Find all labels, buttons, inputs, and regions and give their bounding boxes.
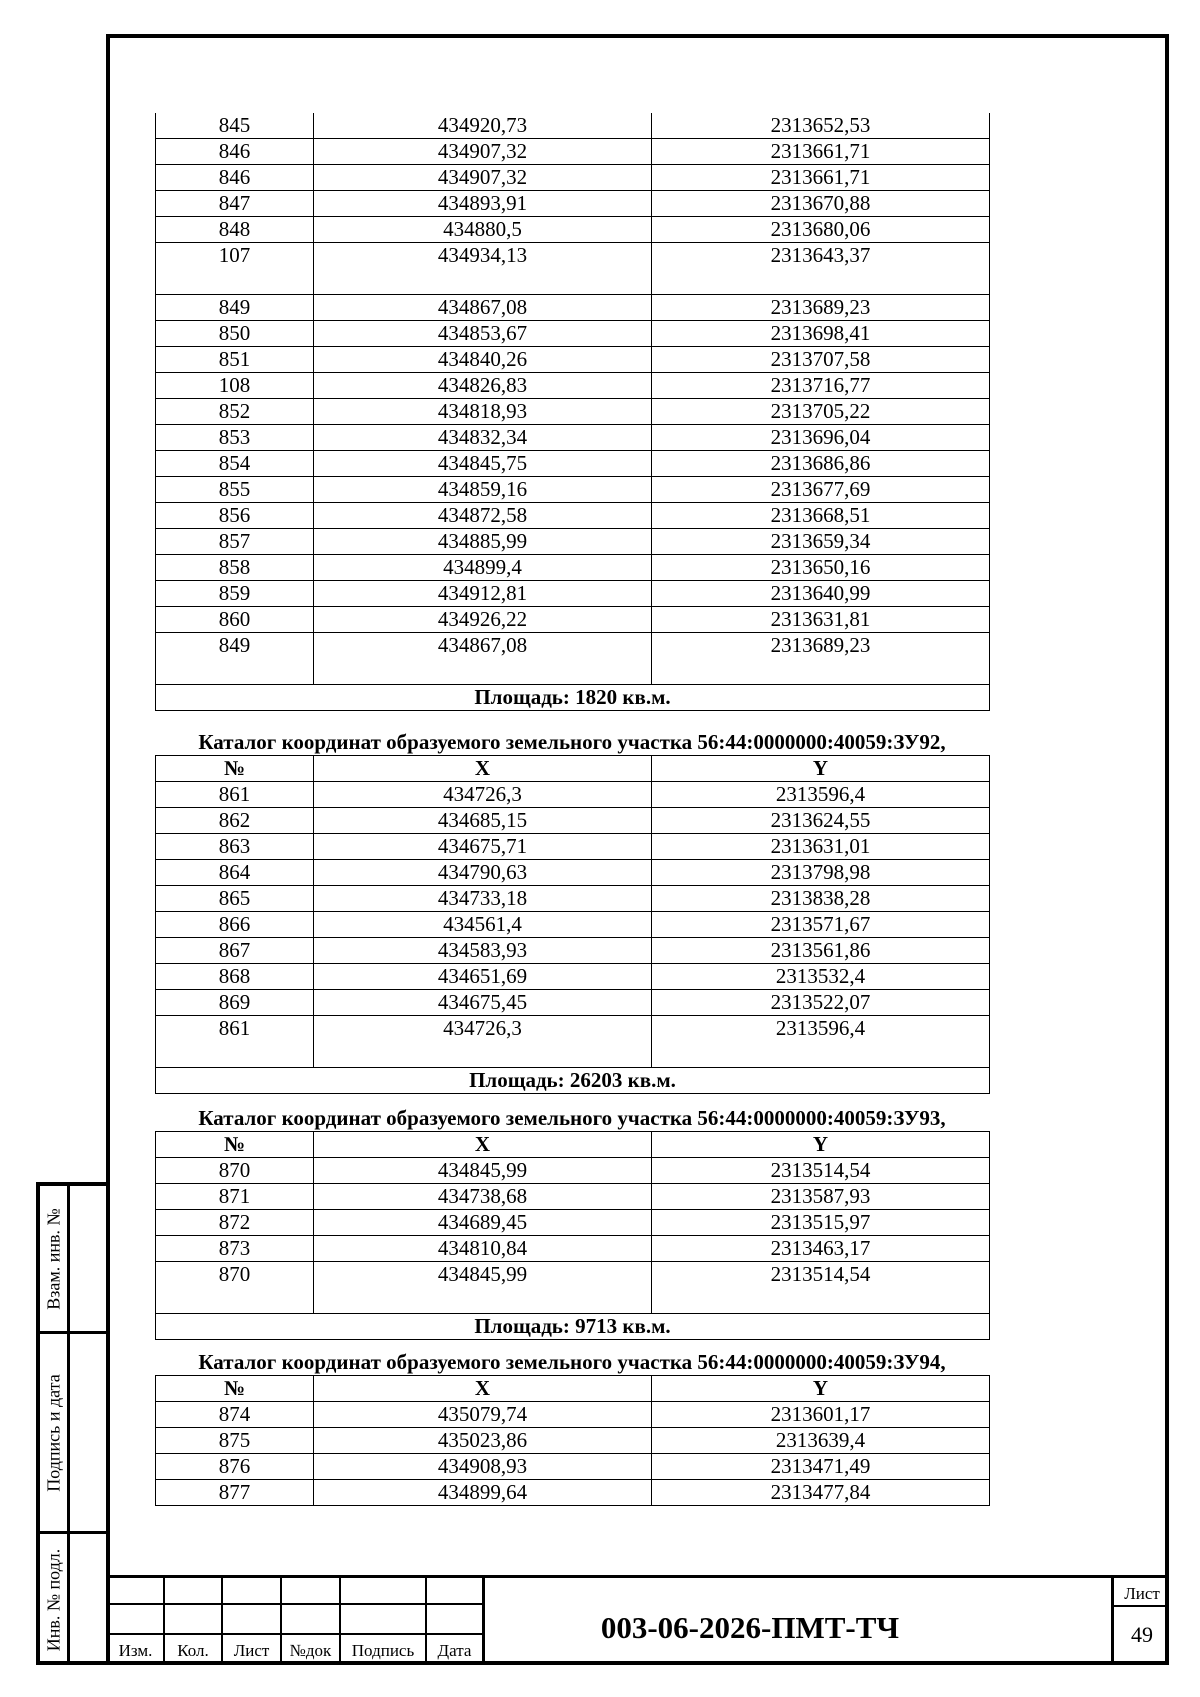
table-row xyxy=(156,139,990,165)
y-coordinate-cell: 2313532,4 xyxy=(652,964,990,990)
point-number-cell: 864 xyxy=(156,860,314,886)
x-coordinate-cell: 434934,13 xyxy=(314,243,652,295)
point-number-cell: 856 xyxy=(156,503,314,529)
table-row xyxy=(156,912,990,938)
x-coordinate-cell: 434726,3 xyxy=(314,1016,652,1068)
point-number-cell: 860 xyxy=(156,607,314,633)
table-header-row xyxy=(156,1132,990,1158)
point-number-cell: 874 xyxy=(156,1402,314,1428)
point-number-cell: 868 xyxy=(156,964,314,990)
y-coordinate-cell: 2313661,71 xyxy=(652,165,990,191)
table-row xyxy=(156,607,990,633)
point-number-cell: 862 xyxy=(156,808,314,834)
x-coordinate-cell: 434893,91 xyxy=(314,191,652,217)
y-coordinate-cell: 2313670,88 xyxy=(652,191,990,217)
stamp-col-list: Лист xyxy=(233,1641,270,1660)
area-row xyxy=(156,1314,990,1340)
table-row xyxy=(156,1236,990,1262)
x-coordinate-cell: 434908,93 xyxy=(314,1454,652,1480)
catalog-caption-zu93: Каталог координат образуемого земельного участка 56:44:0000000:40059:ЗУ93, xyxy=(198,1106,946,1130)
table-row xyxy=(156,347,990,373)
coordinates-table-zu93 xyxy=(155,1131,990,1340)
point-number-cell: 869 xyxy=(156,990,314,1016)
point-number-cell: 859 xyxy=(156,581,314,607)
y-coordinate-cell: 2313686,86 xyxy=(652,451,990,477)
x-coordinate-cell: 434899,64 xyxy=(314,1480,652,1506)
table-row xyxy=(156,1262,990,1314)
y-coordinate-cell: 2313668,51 xyxy=(652,503,990,529)
table-row xyxy=(156,529,990,555)
y-coordinate-cell: 2313680,06 xyxy=(652,217,990,243)
document-code: 003-06-2026-ПМТ-ТЧ xyxy=(600,1610,900,1645)
table-row xyxy=(156,425,990,451)
x-coordinate-cell: 434912,81 xyxy=(314,581,652,607)
x-coordinate-cell: 434880,5 xyxy=(314,217,652,243)
table-row xyxy=(156,633,990,685)
point-number-cell: 875 xyxy=(156,1428,314,1454)
point-number-cell: 851 xyxy=(156,347,314,373)
side-cell-signature xyxy=(40,1334,106,1534)
table-row xyxy=(156,165,990,191)
area-row xyxy=(156,1068,990,1094)
table-row xyxy=(156,1402,990,1428)
coordinates-table-continued xyxy=(155,113,990,711)
table-row xyxy=(156,1184,990,1210)
table-row xyxy=(156,1480,990,1506)
table-row xyxy=(156,321,990,347)
y-coordinate-cell: 2313514,54 xyxy=(652,1262,990,1314)
x-coordinate-cell: 434845,75 xyxy=(314,451,652,477)
point-number-cell: 871 xyxy=(156,1184,314,1210)
table-header-row xyxy=(156,756,990,782)
y-coordinate-cell: 2313659,34 xyxy=(652,529,990,555)
y-coordinate-cell: 2313650,16 xyxy=(652,555,990,581)
table-row xyxy=(156,1428,990,1454)
point-number-cell: 866 xyxy=(156,912,314,938)
y-coordinate-cell: 2313596,4 xyxy=(652,782,990,808)
y-coordinate-cell: 2313463,17 xyxy=(652,1236,990,1262)
catalog-caption-zu94: Каталог координат образуемого земельного участка 56:44:0000000:40059:ЗУ94, xyxy=(198,1350,946,1374)
x-coordinate-cell: 434790,63 xyxy=(314,860,652,886)
x-coordinate-cell: 434899,4 xyxy=(314,555,652,581)
x-coordinate-cell: 434845,99 xyxy=(314,1158,652,1184)
stamp-col-kol: Кол. xyxy=(177,1641,209,1660)
x-coordinate-cell: 434859,16 xyxy=(314,477,652,503)
y-coordinate-cell: 2313838,28 xyxy=(652,886,990,912)
point-number-cell: 850 xyxy=(156,321,314,347)
y-coordinate-cell: 2313522,07 xyxy=(652,990,990,1016)
table-row xyxy=(156,191,990,217)
table-row xyxy=(156,860,990,886)
table-row xyxy=(156,113,990,139)
y-coordinate-cell: 2313640,99 xyxy=(652,581,990,607)
table-row xyxy=(156,1210,990,1236)
x-coordinate-cell: 434675,71 xyxy=(314,834,652,860)
column-header: № xyxy=(156,756,314,782)
x-coordinate-cell: 434885,99 xyxy=(314,529,652,555)
x-coordinate-cell: 434583,93 xyxy=(314,938,652,964)
point-number-cell: 876 xyxy=(156,1454,314,1480)
table-row xyxy=(156,399,990,425)
x-coordinate-cell: 434561,4 xyxy=(314,912,652,938)
point-number-cell: 870 xyxy=(156,1262,314,1314)
y-coordinate-cell: 2313631,01 xyxy=(652,834,990,860)
area-total: Площадь: 9713 кв.м. xyxy=(156,1314,990,1340)
table-header-row xyxy=(156,1376,990,1402)
y-coordinate-cell: 2313514,54 xyxy=(652,1158,990,1184)
x-coordinate-cell: 434920,73 xyxy=(314,113,652,139)
side-label-replacement: Взам. инв. № xyxy=(43,1207,63,1310)
y-coordinate-cell: 2313477,84 xyxy=(652,1480,990,1506)
y-coordinate-cell: 2313661,71 xyxy=(652,139,990,165)
stamp-col-izm: Изм. xyxy=(118,1641,153,1660)
point-number-cell: 867 xyxy=(156,938,314,964)
area-total: Площадь: 1820 кв.м. xyxy=(156,685,990,711)
x-coordinate-cell: 434853,67 xyxy=(314,321,652,347)
table-row xyxy=(156,782,990,808)
x-coordinate-cell: 434733,18 xyxy=(314,886,652,912)
x-coordinate-cell: 434832,34 xyxy=(314,425,652,451)
y-coordinate-cell: 2313561,86 xyxy=(652,938,990,964)
x-coordinate-cell: 434872,58 xyxy=(314,503,652,529)
table-row xyxy=(156,295,990,321)
x-coordinate-cell: 434689,45 xyxy=(314,1210,652,1236)
y-coordinate-cell: 2313624,55 xyxy=(652,808,990,834)
catalog-caption-zu92: Каталог координат образуемого земельного участка 56:44:0000000:40059:ЗУ92, xyxy=(198,730,946,754)
point-number-cell: 877 xyxy=(156,1480,314,1506)
table-row xyxy=(156,808,990,834)
y-coordinate-cell: 2313639,4 xyxy=(652,1428,990,1454)
point-number-cell: 847 xyxy=(156,191,314,217)
table-row xyxy=(156,938,990,964)
x-coordinate-cell: 435079,74 xyxy=(314,1402,652,1428)
x-coordinate-cell: 434826,83 xyxy=(314,373,652,399)
side-cell-original xyxy=(40,1534,106,1665)
x-coordinate-cell: 434651,69 xyxy=(314,964,652,990)
y-coordinate-cell: 2313596,4 xyxy=(652,1016,990,1068)
column-header: X xyxy=(314,1376,652,1402)
point-number-cell: 870 xyxy=(156,1158,314,1184)
point-number-cell: 846 xyxy=(156,139,314,165)
point-number-cell: 857 xyxy=(156,529,314,555)
stamp-col-date: Дата xyxy=(437,1641,472,1660)
column-header: Y xyxy=(652,756,990,782)
column-header: Y xyxy=(652,1376,990,1402)
table-row xyxy=(156,451,990,477)
table-row xyxy=(156,1016,990,1068)
y-coordinate-cell: 2313716,77 xyxy=(652,373,990,399)
y-coordinate-cell: 2313677,69 xyxy=(652,477,990,503)
column-header: X xyxy=(314,756,652,782)
stamp-col-signature: Подпись xyxy=(351,1641,415,1660)
table-row xyxy=(156,373,990,399)
y-coordinate-cell: 2313652,53 xyxy=(652,113,990,139)
y-coordinate-cell: 2313643,37 xyxy=(652,243,990,295)
y-coordinate-cell: 2313798,98 xyxy=(652,860,990,886)
y-coordinate-cell: 2313631,81 xyxy=(652,607,990,633)
x-coordinate-cell: 434685,15 xyxy=(314,808,652,834)
y-coordinate-cell: 2313689,23 xyxy=(652,633,990,685)
x-coordinate-cell: 434907,32 xyxy=(314,165,652,191)
column-header: Y xyxy=(652,1132,990,1158)
point-number-cell: 849 xyxy=(156,295,314,321)
x-coordinate-cell: 434675,45 xyxy=(314,990,652,1016)
table-row xyxy=(156,555,990,581)
table-row xyxy=(156,990,990,1016)
table-row xyxy=(156,503,990,529)
point-number-cell: 863 xyxy=(156,834,314,860)
point-number-cell: 849 xyxy=(156,633,314,685)
column-header: № xyxy=(156,1132,314,1158)
x-coordinate-cell: 434818,93 xyxy=(314,399,652,425)
point-number-cell: 854 xyxy=(156,451,314,477)
y-coordinate-cell: 2313515,97 xyxy=(652,1210,990,1236)
point-number-cell: 855 xyxy=(156,477,314,503)
x-coordinate-cell: 435023,86 xyxy=(314,1428,652,1454)
point-number-cell: 858 xyxy=(156,555,314,581)
stamp-col-ndoc: №док xyxy=(289,1641,332,1660)
binding-strip xyxy=(36,1182,106,1665)
sheet-label: Лист xyxy=(1124,1584,1160,1603)
y-coordinate-cell: 2313696,04 xyxy=(652,425,990,451)
x-coordinate-cell: 434726,3 xyxy=(314,782,652,808)
point-number-cell: 846 xyxy=(156,165,314,191)
point-number-cell: 853 xyxy=(156,425,314,451)
table-row xyxy=(156,477,990,503)
coordinates-table-zu94 xyxy=(155,1375,990,1506)
point-number-cell: 852 xyxy=(156,399,314,425)
point-number-cell: 845 xyxy=(156,113,314,139)
point-number-cell: 873 xyxy=(156,1236,314,1262)
y-coordinate-cell: 2313705,22 xyxy=(652,399,990,425)
table-row xyxy=(156,581,990,607)
x-coordinate-cell: 434926,22 xyxy=(314,607,652,633)
x-coordinate-cell: 434845,99 xyxy=(314,1262,652,1314)
point-number-cell: 865 xyxy=(156,886,314,912)
table-row xyxy=(156,217,990,243)
point-number-cell: 107 xyxy=(156,243,314,295)
column-header: № xyxy=(156,1376,314,1402)
table-row xyxy=(156,964,990,990)
side-cell-replacement xyxy=(40,1186,106,1334)
x-coordinate-cell: 434840,26 xyxy=(314,347,652,373)
table-row xyxy=(156,243,990,295)
y-coordinate-cell: 2313707,58 xyxy=(652,347,990,373)
x-coordinate-cell: 434810,84 xyxy=(314,1236,652,1262)
side-label-original: Инв. № подл. xyxy=(43,1548,63,1651)
sheet-number: 49 xyxy=(1131,1622,1153,1647)
point-number-cell: 861 xyxy=(156,782,314,808)
area-total: Площадь: 26203 кв.м. xyxy=(156,1068,990,1094)
x-coordinate-cell: 434867,08 xyxy=(314,633,652,685)
table-row xyxy=(156,834,990,860)
column-header: X xyxy=(314,1132,652,1158)
x-coordinate-cell: 434738,68 xyxy=(314,1184,652,1210)
y-coordinate-cell: 2313601,17 xyxy=(652,1402,990,1428)
area-row xyxy=(156,685,990,711)
x-coordinate-cell: 434867,08 xyxy=(314,295,652,321)
side-label-signature: Подпись и дата xyxy=(43,1373,63,1492)
y-coordinate-cell: 2313571,67 xyxy=(652,912,990,938)
table-row xyxy=(156,886,990,912)
x-coordinate-cell: 434907,32 xyxy=(314,139,652,165)
point-number-cell: 861 xyxy=(156,1016,314,1068)
y-coordinate-cell: 2313689,23 xyxy=(652,295,990,321)
y-coordinate-cell: 2313587,93 xyxy=(652,1184,990,1210)
y-coordinate-cell: 2313471,49 xyxy=(652,1454,990,1480)
table-row xyxy=(156,1454,990,1480)
y-coordinate-cell: 2313698,41 xyxy=(652,321,990,347)
point-number-cell: 108 xyxy=(156,373,314,399)
coordinates-table-zu92 xyxy=(155,755,990,1094)
table-row xyxy=(156,1158,990,1184)
point-number-cell: 872 xyxy=(156,1210,314,1236)
point-number-cell: 848 xyxy=(156,217,314,243)
